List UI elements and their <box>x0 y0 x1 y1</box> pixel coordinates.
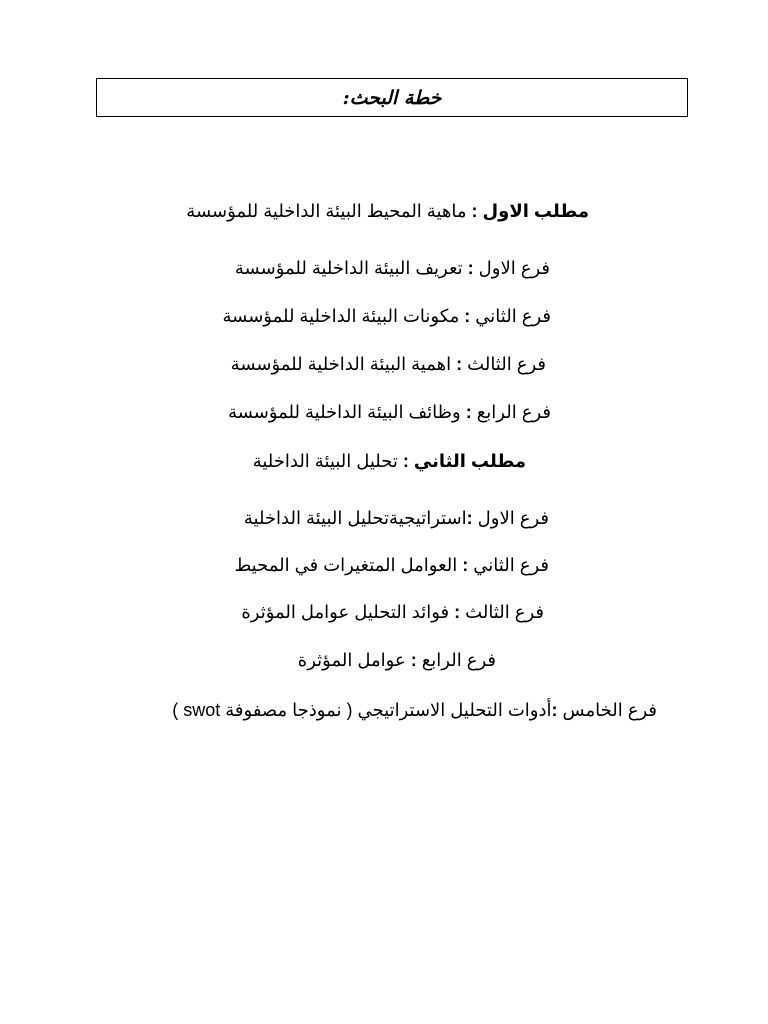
subsection-text: أدوات التحليل الاستراتيجي ( نموذجا مصفوفة swot ) <box>172 700 552 720</box>
section-separator: : <box>465 402 472 422</box>
subsection-1-2 <box>222 304 551 328</box>
section-text: تحليل البيئة الداخلية <box>252 451 403 471</box>
subsection-label: فرع الثاني <box>473 555 549 575</box>
section-separator: : <box>410 650 417 670</box>
page-title: خطة البحث: <box>342 86 442 109</box>
section-separator: : <box>467 258 474 278</box>
section-separator: : <box>551 700 558 720</box>
subsection-text: مكونات البيئة الداخلية للمؤسسة <box>222 306 465 326</box>
subsection-text: عوامل المؤثرة <box>297 650 411 670</box>
subsection-label: فرع الثالث <box>465 602 544 622</box>
subsection-text: العوامل المتغيرات في المحيط <box>234 555 463 575</box>
section-separator: : <box>456 354 463 374</box>
section-label: مطلب الثاني <box>413 451 526 471</box>
subsection-text: اهمية البيئة الداخلية للمؤسسة <box>230 354 457 374</box>
section-1 <box>186 199 589 223</box>
subsection-1-4 <box>228 400 551 424</box>
subsection-label: فرع الاول <box>477 508 549 528</box>
section-separator: : <box>402 451 409 471</box>
subsection-1-3 <box>231 352 546 376</box>
section-separator: : <box>471 201 478 221</box>
subsection-text: وظائف البيئة الداخلية للمؤسسة <box>228 402 466 422</box>
title-box <box>96 78 688 117</box>
subsection-1-1 <box>235 256 550 280</box>
subsection-2-5 <box>172 698 657 722</box>
subsection-label: فرع الخامس <box>562 700 657 720</box>
subsection-2-2 <box>235 553 549 577</box>
subsection-2-3 <box>241 600 544 624</box>
subsection-text: تعريف البيئة الداخلية للمؤسسة <box>234 258 468 278</box>
section-label: مطلب الاول <box>482 201 589 221</box>
subsection-label: فرع الثاني <box>475 306 551 326</box>
subsection-text: استراتيجيةتحليل البيئة الداخلية <box>243 508 467 528</box>
section-separator: : <box>454 602 461 622</box>
subsection-2-4 <box>298 648 496 672</box>
subsection-label: فرع الرابع <box>421 650 496 670</box>
subsection-2-1 <box>244 506 549 530</box>
section-text: ماهية المحيط البيئة الداخلية للمؤسسة <box>186 201 472 221</box>
subsection-label: فرع الثالث <box>467 354 546 374</box>
subsection-text: فوائد التحليل عوامل المؤثرة <box>241 602 455 622</box>
subsection-label: فرع الرابع <box>476 402 551 422</box>
section-separator: : <box>464 306 471 326</box>
subsection-label: فرع الاول <box>478 258 550 278</box>
section-separator: : <box>462 555 469 575</box>
section-separator: : <box>466 508 473 528</box>
section-2 <box>253 449 526 473</box>
